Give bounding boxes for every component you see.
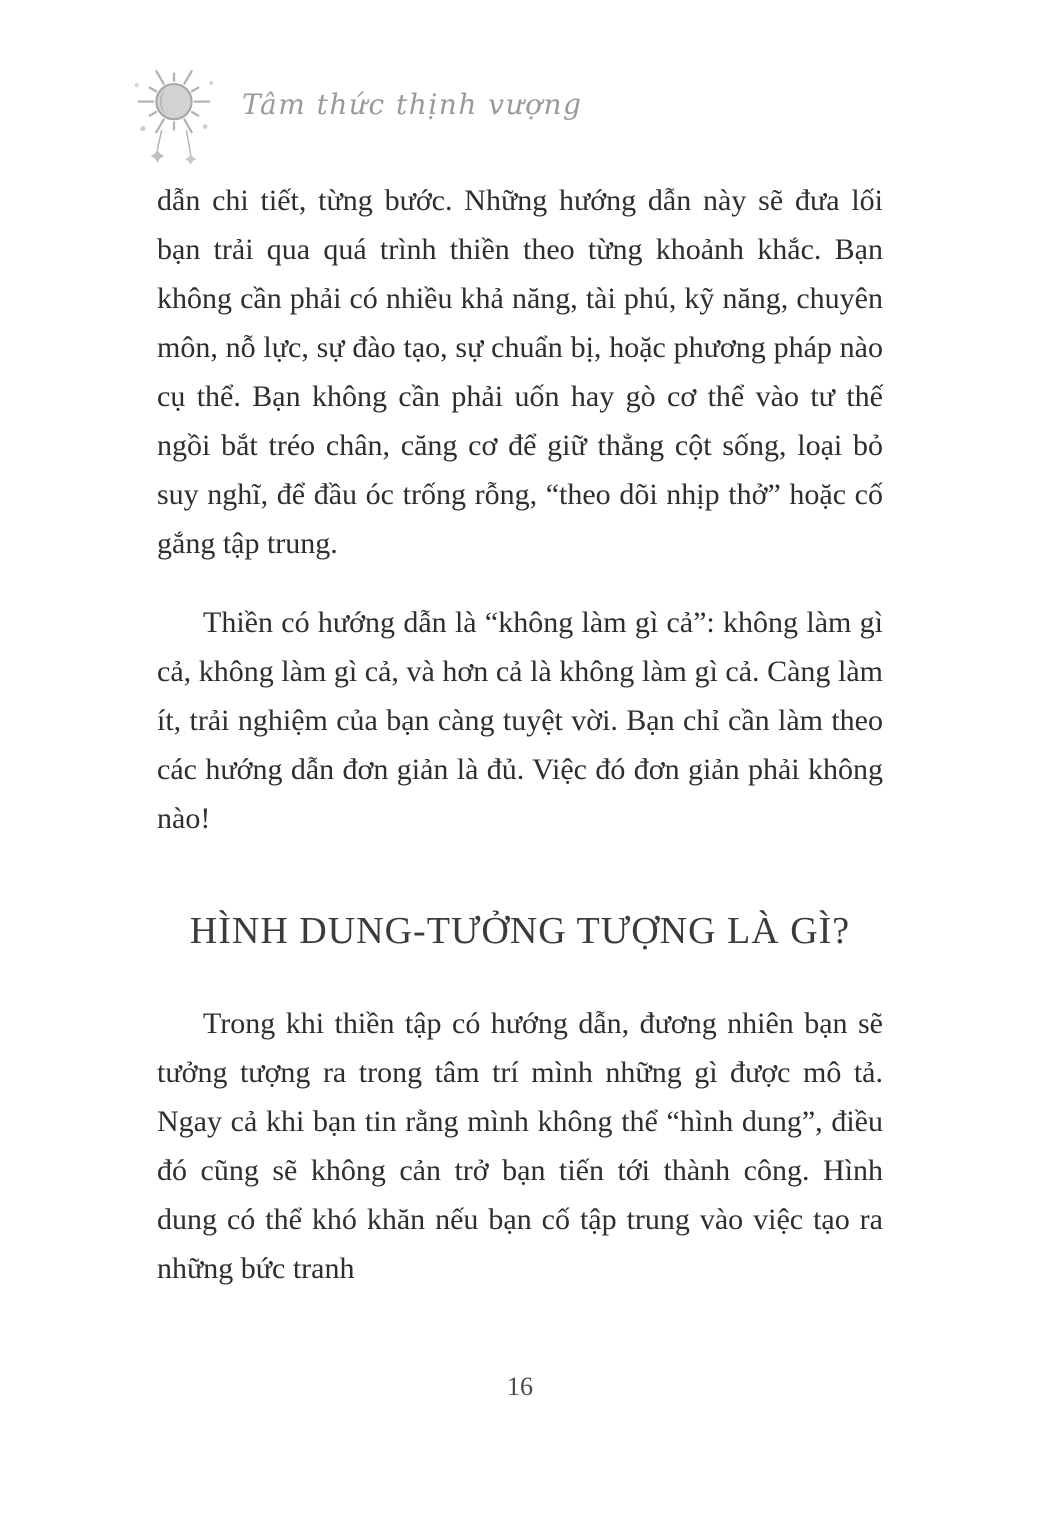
paragraph: Trong khi thiền tập có hướng dẫn, đương nhiên bạn sẽ tưởng tượng ra trong tâm trí mình những gì được mô tả. Ngay cả khi bạn tin rằng mình không thể “hình dung”, điều đó cũng sẽ không cản trở bạn tiến tới thành công. Hình dung có thể khó khăn nếu bạn cố tập trung vào việc tạo ra những bức tranh (157, 1007, 883, 1285)
book-title: Tâm thức thịnh vượng (242, 87, 583, 121)
page-footer (0, 1372, 1040, 1402)
page-number: 16 (507, 1372, 533, 1401)
page-content (157, 176, 883, 1323)
paragraph: Thiền có hướng dẫn là “không làm gì cả”: không làm gì cả, không làm gì cả, và hơn cả là không làm gì cả. Càng làm ít, trải nghiệm của bạn càng tuyệt vời. Bạn chỉ cần làm theo các hướng dẫn đơn giản là đủ. Việc đó đơn giản phải không nào! (157, 606, 883, 835)
paragraph-continuation: dẫn chi tiết, từng bước. Những hướng dẫn này sẽ đưa lối bạn trải qua quá trình thiền theo từng khoảnh khắc. Bạn không cần phải có nhiều khả năng, tài phú, kỹ năng, chuyên môn, nỗ lực, sự đào tạo, sự chuẩn bị, hoặc phương pháp nào cụ thể. Bạn không cần phải uốn hay gò cơ thể vào tư thế ngồi bắt tréo chân, căng cơ để giữ thẳng cột sống, loại bỏ suy nghĩ, để đầu óc trống rỗng, “theo dõi nhịp thở” hoặc cố gắng tập trung. (157, 184, 883, 560)
sun-moon-charm-icon (122, 56, 226, 168)
section-heading: HÌNH DUNG-TƯỞNG TƯỢNG LÀ GÌ? (189, 910, 851, 952)
page-header (122, 56, 582, 168)
